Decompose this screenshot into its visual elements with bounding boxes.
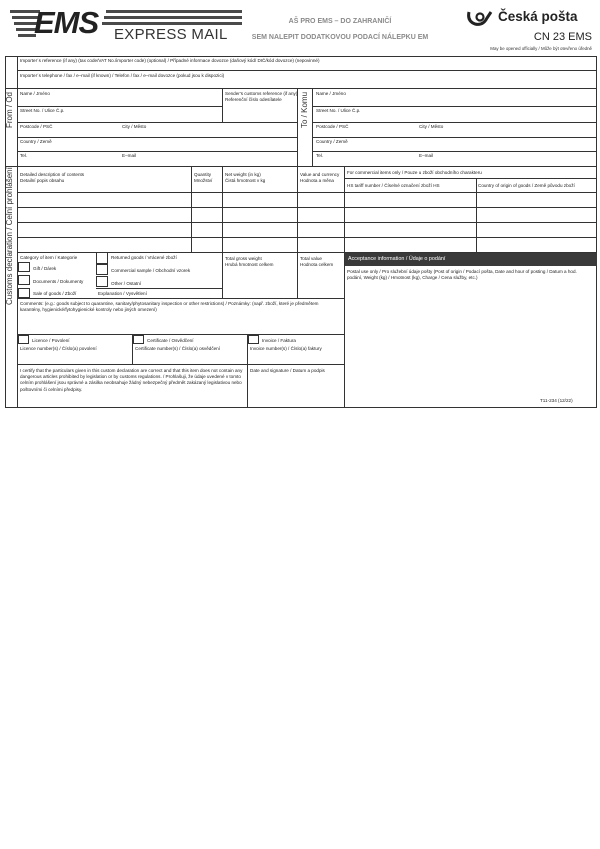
invoice-checkbox[interactable] [248, 335, 259, 344]
sender-city-label: City / Město [122, 124, 147, 129]
importer-reference-label: Importer´s reference (if any) (tax code/VAT No./importer code) (optional) / Případné informace dovozce (daňový kód/ DIČ/kód dovozce) (nepovinné) [20, 58, 320, 63]
ems-logo [6, 6, 246, 48]
acceptance-title: Acceptance information / Údaje o podání [348, 256, 446, 262]
sender-country-label: Country / Země [20, 139, 52, 144]
documents-checkbox[interactable] [18, 275, 30, 285]
recipient-tel-label: Tel. [316, 153, 324, 158]
total-value-label-cz: Hodnota celkem [300, 262, 334, 267]
sale-of-goods-checkbox[interactable] [18, 288, 30, 298]
form-code: CN 23 EMS [533, 31, 592, 43]
sender-street-label: Street No. / Ulice Č.p. [20, 108, 65, 113]
from-side-label: From / Od [5, 91, 14, 128]
opened-officially-note: May be opened officially / Může být otevřeno úředně [490, 46, 592, 51]
quantity-col-header: Quantity [194, 172, 212, 177]
other-label: Other / Ostatní [111, 281, 142, 286]
logo-stripe [104, 16, 242, 19]
invoice-numbers-label: Invoice number(s) / Číslo(a) faktury [250, 346, 322, 351]
gift-label: Gift / Dárek [33, 266, 57, 271]
documents-label: Documents / Dokumenty [33, 279, 84, 284]
category-label: Category of item / Kategorie [20, 255, 78, 260]
sender-customs-ref-label: Sender's customs reference (if any) [225, 91, 298, 96]
sticker-notice-line2: SEM NALEPIT DODATKOVOU PODACÍ NÁLEPKU EM [251, 34, 429, 41]
acceptance-header-band [344, 253, 597, 266]
commercial-sample-checkbox[interactable] [96, 264, 108, 275]
other-checkbox[interactable] [96, 276, 108, 287]
value-col-header-cz: Hodnota a měna [300, 178, 334, 183]
sender-tel-label: Tel. [20, 153, 28, 158]
sender-name-label: Name / Jméno [20, 91, 50, 96]
certificate-checkbox[interactable] [133, 335, 144, 344]
description-col-header-cz: Detailní popis obsahu [20, 178, 65, 183]
sale-of-goods-label: Sale of goods / Zboží [33, 291, 77, 296]
value-col-header: Value and currency [300, 172, 340, 177]
sender-postcode-label: Postcode / PSČ [20, 124, 53, 129]
licence-checkbox[interactable] [18, 335, 29, 344]
sticker-notice-line1: AŠ PRO EMS – DO ZAHRANIČÍ [288, 18, 392, 25]
certificate-numbers-label: Certificate number(s) / Číslo(a) osvědčení [135, 346, 221, 351]
sender-email-label: E–mail [122, 153, 137, 158]
quantity-col-header-cz: Množství [194, 178, 213, 183]
importer-contact-label: Importer´s telephone / fax / e–mail (if known) / Telefon / fax / e–mail dovozce (pokud jsou k dispozici) [20, 73, 225, 78]
comments-label: Comments: (e.g.: goods subject to quarantine, sanitary/phytosanitary inspection or other restrictions) / Poznámky: (např. zboží, které je předmětem karantény, hygienické/fytohygienické kontroly nebo jiných omezení) [20, 301, 319, 313]
weight-col-header-cz: Čistá hmotnost v kg [225, 178, 266, 183]
total-value-label: Total value [300, 256, 322, 261]
logo-stripe [106, 10, 242, 13]
date-signature-label: Date and signature / Datum a podpis [250, 368, 325, 373]
explanation-label: Explanation / Vysvětlení [98, 291, 147, 296]
returned-goods-checkbox[interactable] [96, 252, 108, 264]
weight-col-header: Net weight (in kg) [225, 172, 261, 177]
recipient-street-label: Street No. / Ulice Č.p. [316, 108, 361, 113]
commercial-sample-label: Commercial sample / Obchodní vzorek [111, 268, 191, 273]
recipient-city-label: City / Město [419, 124, 444, 129]
certification-statement: I certify that the particulars given in this custom declaration are correct and that this item does not contain any dangerous articles prohibited by legislation or by customs regulations. / Prohlašuji, že údaje uvedené v tomto celním prohlášení jsou správné a zásilka neobsahuje žádný nebezpečný předmět zakázaný legislativou nebo poštovními či celními předpisy. [20, 368, 243, 392]
hs-tariff-col-header: HS tariff number / Číselné označení zboží HS [347, 183, 440, 188]
commercial-only-header: For commercial items only / Pouze u zboží obchodního charakteru [347, 170, 482, 175]
licence-numbers-label: Licence number(s) / Číslo(a) povolení [20, 346, 97, 351]
recipient-email-label: E–mail [419, 153, 434, 158]
invoice-label: Invoice / Faktura [262, 338, 296, 343]
to-side-label: To / Komu [300, 91, 309, 128]
ems-wordmark: EMS [34, 5, 99, 40]
brand-name: Česká pošta [498, 9, 578, 24]
recipient-postcode-label: Postcode / PSČ [316, 124, 349, 129]
posthorn-icon [466, 9, 494, 27]
express-mail-wordmark: EXPRESS MAIL [114, 26, 228, 43]
form-number: T11-234 (12/22) [540, 398, 573, 403]
sender-customs-ref-label-cz: Referenční číslo odesílatele [225, 97, 282, 102]
gross-weight-label: Total gross weight [225, 256, 262, 261]
customs-side-label: Customs declaration / Celní prohlášení [5, 167, 14, 305]
acceptance-postal-note: Postal use only / Pro služební údaje pošty (Post of origin / Podací pošta, Date and hour of posting / Datum a hod. podání, Weight (kg) / Hmotnost (kg), Charge / Cena služby, etc.) [347, 269, 577, 281]
description-col-header: Detailed description of contents [20, 172, 85, 177]
ceska-posta-logo [466, 9, 596, 29]
origin-col-header: Country of origin of goods / Země původu zboží [478, 183, 575, 188]
returned-goods-label: Returned goods / Vrácené zboží [111, 255, 177, 260]
recipient-name-label: Name / Jméno [316, 91, 346, 96]
certificate-label: Certificate / Osvědčení [147, 338, 194, 343]
licence-label: Licence / Povolení [32, 338, 70, 343]
gift-checkbox[interactable] [18, 262, 30, 272]
recipient-country-label: Country / Země [316, 139, 348, 144]
logo-stripe [102, 22, 242, 25]
gross-weight-label-cz: Hrubá hmotnost celkem [225, 262, 274, 267]
